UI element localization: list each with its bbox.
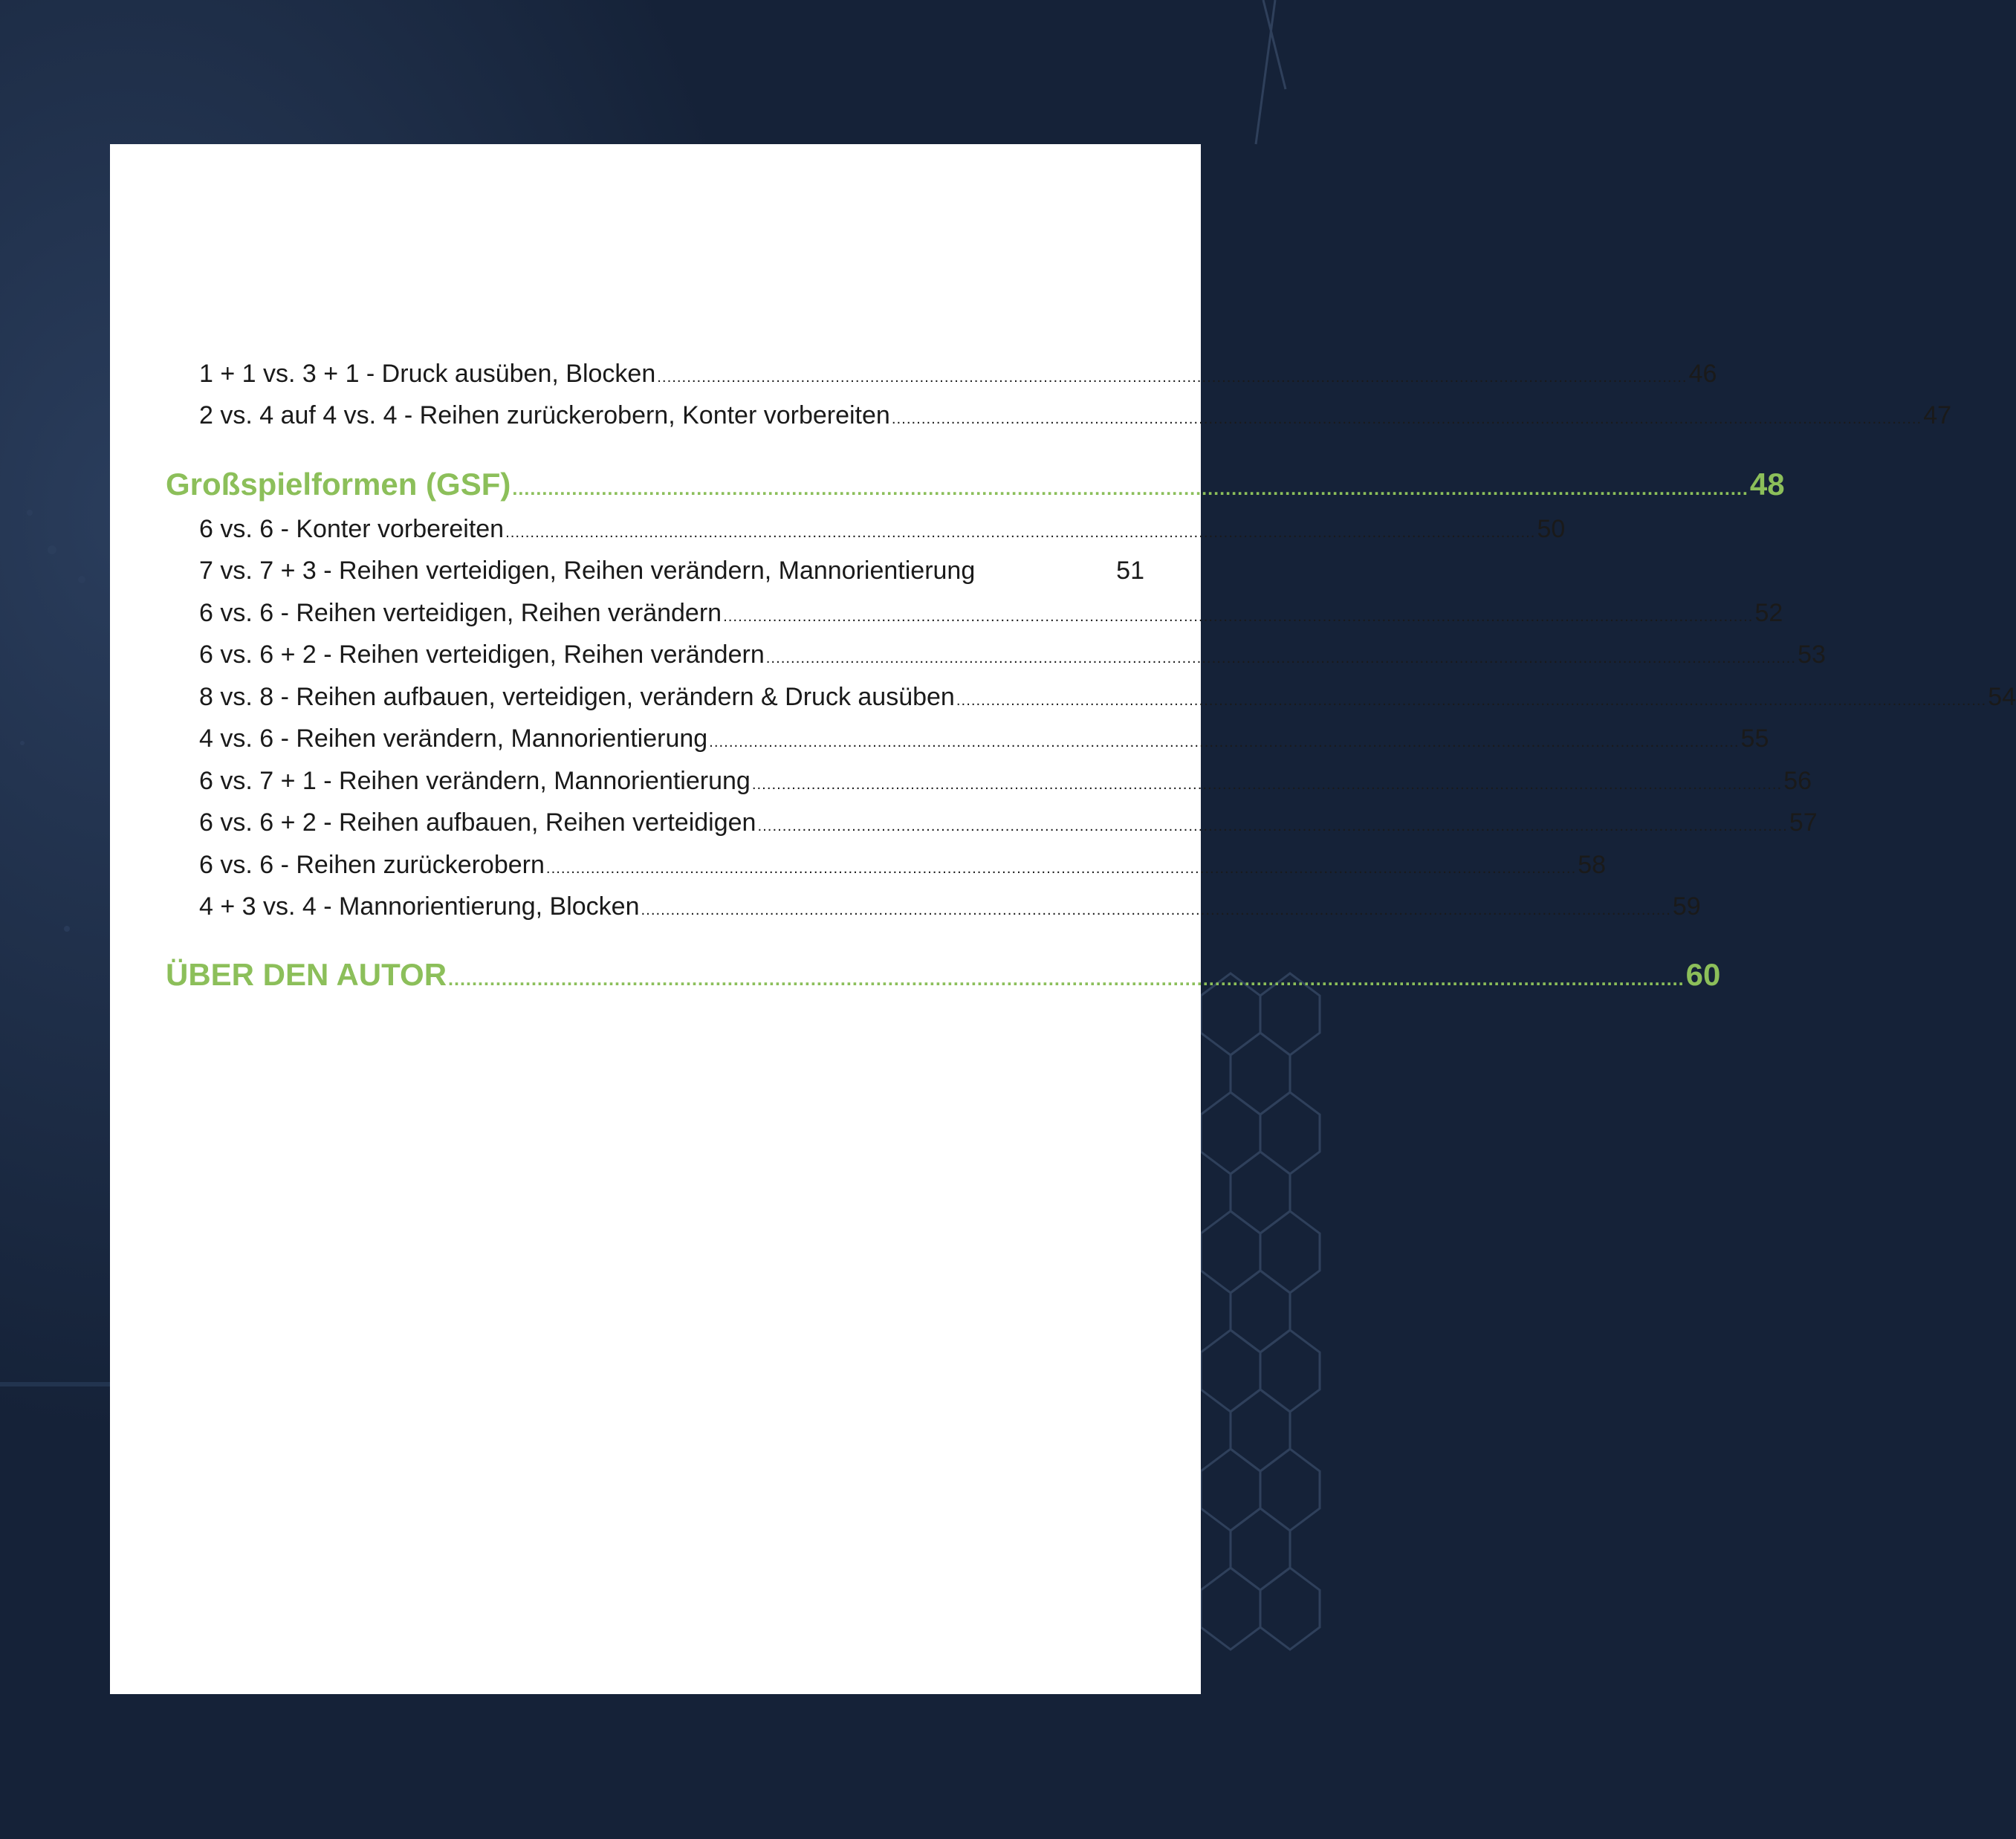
dot-leader: ................................................................................................................................................................................................................ [765,650,1797,666]
toc-entry-page: 53 [1798,640,1826,669]
toc-entry-page: 54 [1988,683,2016,711]
toc-entry-page: 56 [1783,767,1812,795]
dot-leader: ................................................................................................................................................................................................................ [751,776,1783,793]
toc-entry-title: 6 vs. 7 + 1 - Reihen verändern, Mannorientierung [199,767,751,795]
dot-leader: ................................................................................................................................................................................................................ [891,411,1922,427]
toc-section-author[interactable] [166,957,1721,993]
toc-entry-page: 47 [1923,401,1952,429]
dot-leader: ................................................................................................................................................................................................................ [657,369,1688,386]
dot-leader: ................................................................................................................................................................................................................ [545,860,1577,877]
toc-entry-title: 6 vs. 6 - Reihen zurückerobern [199,851,545,879]
toc-entry-page: 58 [1578,851,1607,879]
dot-leader: ................................................................................................................................................................................................................ [723,609,1754,625]
toc-entry[interactable] [199,557,1144,586]
toc-section-gsf[interactable] [166,467,1785,502]
toc-section-title: Großspielformen (GSF) [166,467,511,502]
dot-leader: ................................................................................................................................................................................................................ [512,479,1748,499]
dot-leader: ................................................................................................................................................................................................................ [448,969,1685,990]
toc-entry[interactable] [199,360,1717,389]
toc-entry[interactable] [199,515,1566,544]
toc-section-title: ÜBER DEN AUTOR [166,957,447,992]
toc-entry[interactable] [199,599,1783,628]
toc-entry[interactable] [199,683,2016,712]
toc-entry[interactable] [199,851,1607,880]
toc-entry-title: 8 vs. 8 - Reihen aufbauen, verteidigen, verändern & Druck ausüben [199,683,955,711]
toc-entry-page: 55 [1740,724,1769,753]
toc-entry-title: 6 vs. 6 - Konter vorbereiten [199,515,505,543]
toc-entry-title: 1 + 1 vs. 3 + 1 - Druck ausüben, Blocken [199,360,656,388]
toc-section-page: 60 [1685,957,1721,992]
toc-entry[interactable] [199,724,1769,753]
toc-entry-page: 57 [1789,808,1818,837]
toc-entry[interactable] [199,640,1826,669]
toc-entry-page: 59 [1672,892,1701,921]
toc-entry-title: 2 vs. 4 auf 4 vs. 4 - Reihen zurückerobern, Konter vorbereiten [199,401,890,429]
dot-leader: ................................................................................................................................................................................................................ [956,693,1987,709]
dot-leader: ................................................................................................................................................................................................................ [505,525,1536,541]
toc-entry-page: 51 [1116,557,1144,585]
dot-leader: ................................................................................................................................................................................................................ [709,734,1740,750]
toc-entry-title: 6 vs. 6 + 2 - Reihen verteidigen, Reihen verändern [199,640,765,669]
toc-entry-title: 6 vs. 6 - Reihen verteidigen, Reihen verändern [199,599,722,627]
toc-entry[interactable] [199,401,1952,430]
toc-entry-title: 6 vs. 6 + 2 - Reihen aufbauen, Reihen verteidigen [199,808,756,837]
toc-entry[interactable] [199,892,1701,921]
toc-entry-page: 46 [1688,360,1717,388]
toc-entry[interactable] [199,808,1818,837]
toc-entry-title: 4 + 3 vs. 4 - Mannorientierung, Blocken [199,892,640,921]
toc-entry-page: 50 [1537,515,1566,543]
toc-entry-title: 4 vs. 6 - Reihen verändern, Mannorientierung [199,724,708,753]
toc-page [110,144,2016,1694]
dot-leader: ................................................................................................................................................................................................................ [757,818,1788,834]
toc-entry[interactable] [199,767,1812,796]
toc-entry-title: 7 vs. 7 + 3 - Reihen verteidigen, Reihen verändern, Mannorientierung [199,557,976,585]
toc-section-page: 48 [1749,467,1785,502]
dot-leader: ................................................................................................................................................................................................................ [641,902,1671,918]
toc-entry-page: 52 [1754,599,1783,627]
